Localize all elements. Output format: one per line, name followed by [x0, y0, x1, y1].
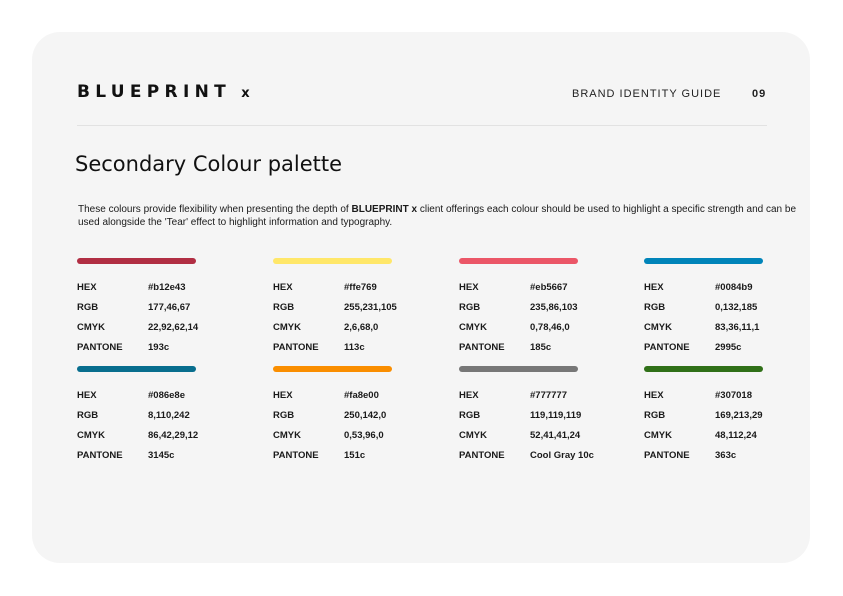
spec-value-cmyk: 86,42,29,12	[148, 429, 199, 441]
spec-label-rgb: RGB	[273, 409, 295, 421]
spec-row-pantone	[644, 445, 843, 465]
spec-label-pantone: PANTONE	[644, 449, 690, 461]
spec-row-rgb	[459, 405, 659, 425]
logo-suffix: x	[241, 86, 250, 101]
spec-label-cmyk: CMYK	[459, 429, 487, 441]
header-divider	[77, 125, 767, 126]
spec-row-hex	[273, 277, 473, 297]
spec-label-rgb: RGB	[459, 409, 481, 421]
spec-row-cmyk	[644, 425, 843, 445]
spec-value-pantone: 3145c	[148, 449, 175, 461]
spec-value-pantone: 151c	[344, 449, 366, 461]
spec-value-rgb: 255,231,105	[344, 301, 397, 313]
spec-label-rgb: RGB	[644, 409, 666, 421]
spec-value-hex: #777777	[530, 389, 567, 401]
spec-value-cmyk: 2,6,68,0	[344, 321, 379, 333]
spec-row-cmyk	[459, 317, 659, 337]
spec-value-cmyk: 52,41,41,24	[530, 429, 581, 441]
spec-value-pantone: 185c	[530, 341, 552, 353]
spec-value-pantone: 113c	[344, 341, 365, 353]
spec-row-rgb	[644, 297, 843, 317]
spec-label-hex: HEX	[273, 281, 293, 293]
spec-row-pantone	[273, 337, 473, 357]
colour-bar	[273, 258, 392, 264]
spec-label-cmyk: CMYK	[459, 321, 487, 333]
spec-label-cmyk: CMYK	[644, 429, 672, 441]
spec-label-cmyk: CMYK	[77, 321, 105, 333]
spec-value-cmyk: 0,53,96,0	[344, 429, 384, 441]
spec-value-hex: #b12e43	[148, 281, 186, 293]
spec-value-rgb: 235,86,103	[530, 301, 578, 313]
brand-logo	[77, 82, 250, 102]
spec-value-rgb: 177,46,67	[148, 301, 191, 313]
spec-row-pantone	[77, 337, 277, 357]
colour-swatch	[273, 366, 473, 465]
spec-value-rgb: 8,110,242	[148, 409, 190, 421]
colour-bar	[273, 366, 392, 372]
spec-label-rgb: RGB	[459, 301, 481, 313]
guide-title: BRAND IDENTITY GUIDE	[572, 88, 722, 100]
spec-label-rgb: RGB	[273, 301, 295, 313]
spec-row-cmyk	[273, 425, 473, 445]
spec-label-rgb: RGB	[77, 301, 99, 313]
spec-value-hex: #0084b9	[715, 281, 753, 293]
spec-row-hex	[273, 385, 473, 405]
spec-row-hex	[77, 277, 277, 297]
spec-value-rgb: 119,119,119	[530, 409, 582, 421]
spec-label-hex: HEX	[77, 281, 97, 293]
spec-label-hex: HEX	[77, 389, 97, 401]
colour-bar	[644, 258, 763, 264]
spec-value-cmyk: 22,92,62,14	[148, 321, 199, 333]
spec-label-cmyk: CMYK	[644, 321, 672, 333]
intro-text-after: client offerings each colour should be used to highlight a specific strength and can be used alongside the 'Tear' effect to highlight information and typography.	[78, 204, 797, 228]
spec-value-rgb: 169,213,29	[715, 409, 763, 421]
spec-value-hex: #ffe769	[344, 281, 377, 293]
colour-bar	[644, 366, 763, 372]
spec-value-cmyk: 48,112,24	[715, 429, 757, 441]
spec-value-pantone: Cool Gray 10c	[530, 449, 594, 461]
spec-label-pantone: PANTONE	[77, 341, 123, 353]
spec-row-cmyk	[77, 317, 277, 337]
spec-row-cmyk	[273, 317, 473, 337]
colour-swatch	[77, 258, 277, 357]
colour-bar	[77, 258, 196, 264]
spec-value-pantone: 363c	[715, 449, 737, 461]
spec-value-hex: #eb5667	[530, 281, 568, 293]
spec-value-cmyk: 0,78,46,0	[530, 321, 570, 333]
spec-label-hex: HEX	[459, 281, 479, 293]
spec-row-hex	[644, 385, 843, 405]
spec-label-pantone: PANTONE	[273, 341, 319, 353]
spec-row-pantone	[459, 337, 659, 357]
intro-brand-name: BLUEPRINT x	[351, 204, 418, 215]
spec-row-cmyk	[644, 317, 843, 337]
spec-value-cmyk: 83,36,11,1	[715, 321, 760, 333]
colour-swatch	[77, 366, 277, 465]
colour-swatch	[644, 366, 843, 465]
spec-row-rgb	[77, 297, 277, 317]
colour-swatch	[459, 258, 659, 357]
spec-label-hex: HEX	[644, 389, 664, 401]
spec-row-rgb	[644, 405, 843, 425]
spec-label-rgb: RGB	[77, 409, 99, 421]
colour-swatch	[273, 258, 473, 357]
intro-text-before: These colours provide flexibility when presenting the depth of	[78, 204, 352, 215]
spec-label-pantone: PANTONE	[77, 449, 123, 461]
colour-bar	[459, 258, 578, 264]
spec-label-pantone: PANTONE	[644, 341, 690, 353]
spec-label-hex: HEX	[459, 389, 479, 401]
page-card	[32, 32, 810, 563]
page-number: 09	[752, 88, 767, 100]
spec-row-hex	[644, 277, 843, 297]
intro-paragraph	[78, 204, 798, 229]
spec-label-cmyk: CMYK	[273, 429, 301, 441]
colour-bar	[459, 366, 578, 372]
spec-row-cmyk	[459, 425, 659, 445]
spec-value-hex: #086e8e	[148, 389, 185, 401]
spec-row-cmyk	[77, 425, 277, 445]
spec-value-hex: #307018	[715, 389, 752, 401]
spec-label-pantone: PANTONE	[459, 341, 505, 353]
spec-value-pantone: 193c	[148, 341, 170, 353]
spec-row-rgb	[273, 297, 473, 317]
spec-row-rgb	[459, 297, 659, 317]
spec-row-hex	[459, 385, 659, 405]
spec-label-hex: HEX	[644, 281, 664, 293]
spec-row-hex	[77, 385, 277, 405]
colour-bar	[77, 366, 196, 372]
spec-label-pantone: PANTONE	[459, 449, 505, 461]
spec-row-hex	[459, 277, 659, 297]
spec-label-hex: HEX	[273, 389, 293, 401]
colour-swatch	[459, 366, 659, 465]
spec-row-rgb	[77, 405, 277, 425]
spec-value-rgb: 250,142,0	[344, 409, 387, 421]
logo-text: BLUEPRINT	[77, 82, 231, 102]
spec-value-hex: #fa8e00	[344, 389, 379, 401]
page-title: Secondary Colour palette	[75, 152, 343, 176]
spec-value-pantone: 2995c	[715, 341, 742, 353]
spec-row-pantone	[273, 445, 473, 465]
spec-row-pantone	[459, 445, 659, 465]
spec-value-rgb: 0,132,185	[715, 301, 758, 313]
spec-label-rgb: RGB	[644, 301, 666, 313]
spec-label-cmyk: CMYK	[273, 321, 301, 333]
colour-swatch	[644, 258, 843, 357]
spec-row-rgb	[273, 405, 473, 425]
spec-row-pantone	[77, 445, 277, 465]
spec-label-cmyk: CMYK	[77, 429, 105, 441]
spec-label-pantone: PANTONE	[273, 449, 319, 461]
spec-row-pantone	[644, 337, 843, 357]
